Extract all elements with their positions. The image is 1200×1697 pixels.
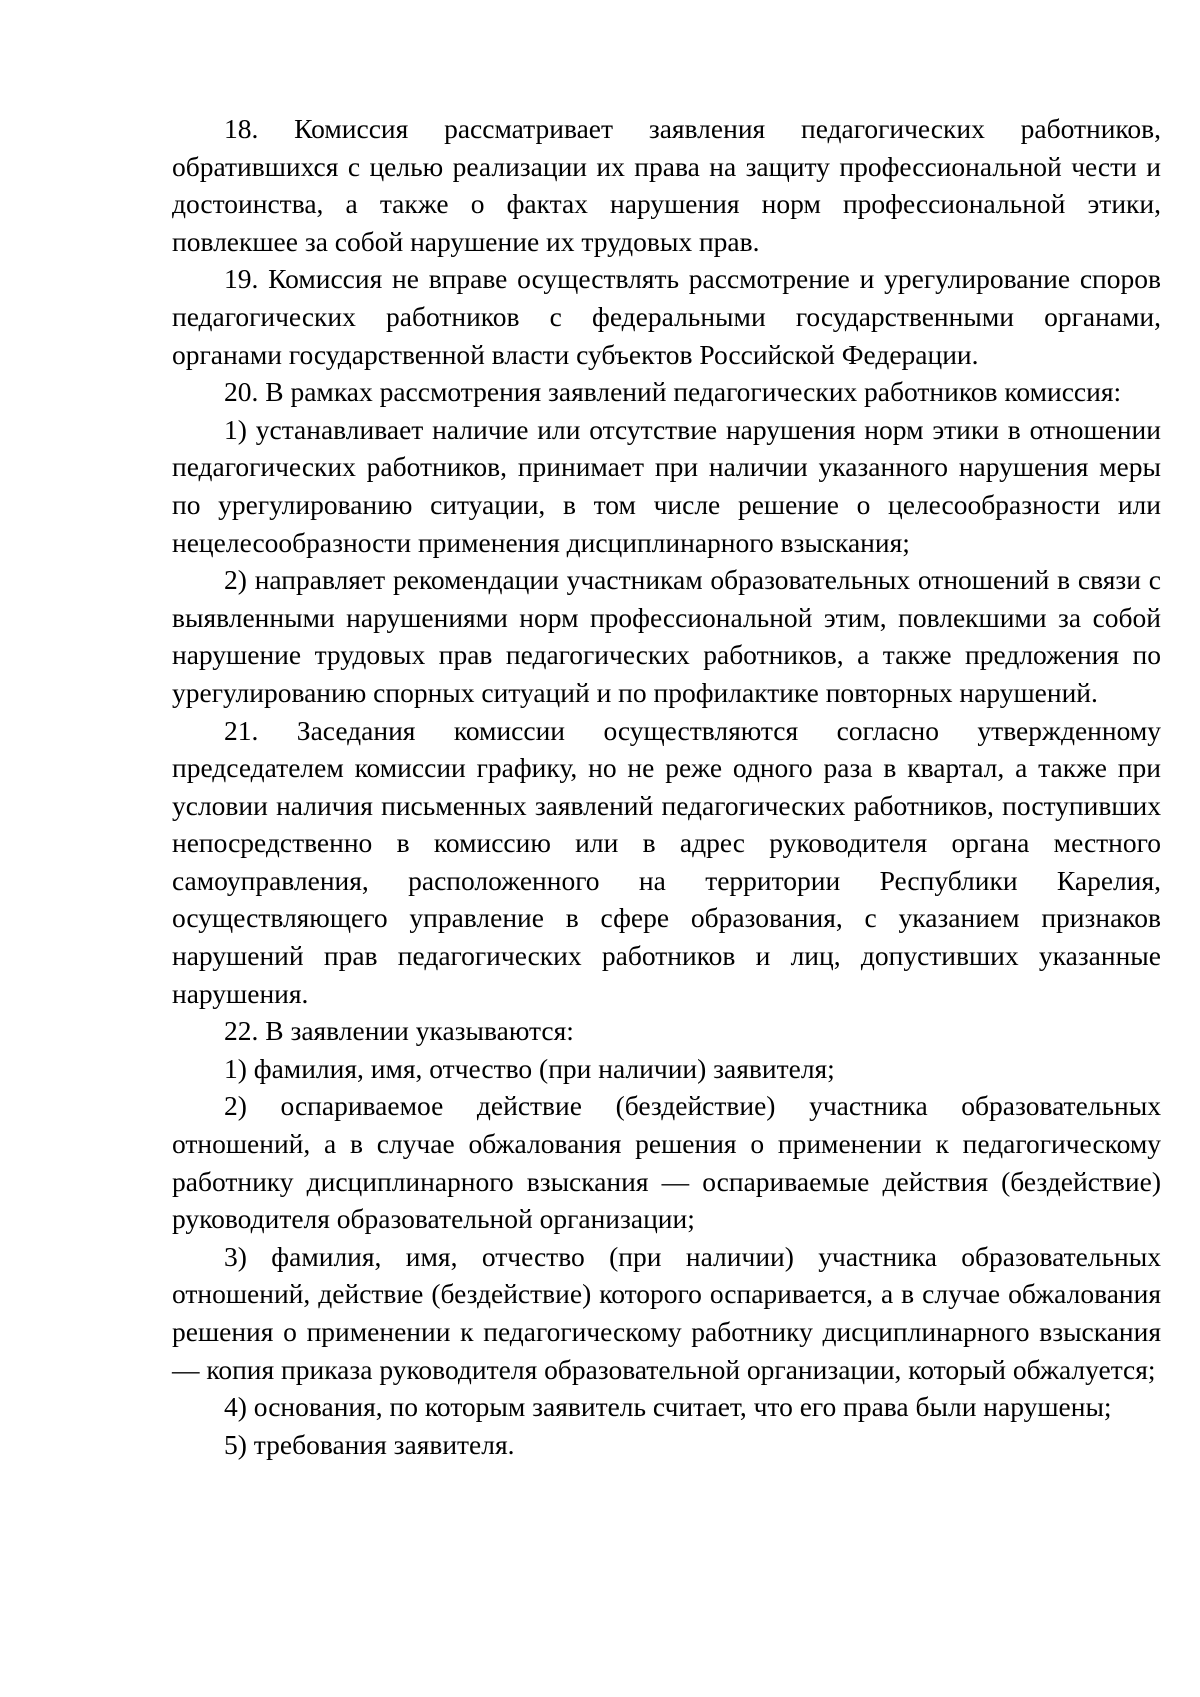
- paragraph-19: 19. Комиссия не вправе осуществлять рассмотрение и урегулирование споров педагогических работников с федеральными государственными органами, органами государственной власти субъектов Российской Федерации.: [172, 263, 1161, 370]
- paragraph-22: 22. В заявлении указываются:: [224, 1015, 574, 1047]
- paragraph-22-item-4: 4) основания, по которым заявитель считает, что его права были нарушены;: [224, 1391, 1112, 1423]
- paragraph-20: 20. В рамках рассмотрения заявлений педагогических работников комиссия:: [224, 376, 1122, 408]
- paragraph-22-item-5: 5) требования заявителя.: [224, 1428, 515, 1460]
- paragraph-22-item-3: 3) фамилия, имя, отчество (при наличии) участника образовательных отношений, действие (бездействие) которого оспаривается, а в случае обжалования решения о применении к педагогическому работнику дисциплинарного взыскания — копия приказа руководителя образовательной организации, который обжалуется;: [172, 1240, 1161, 1385]
- paragraph-22-item-1: 1) фамилия, имя, отчество (при наличии) заявителя;: [224, 1052, 835, 1084]
- paragraph-21: 21. Заседания комиссии осуществляются согласно утвержденному председателем комиссии графику, но не реже одного раза в квартал, а также при условии наличия письменных заявлений педагогических работников, поступивших непосредственно в комиссию или в адрес руководителя органа местного самоуправления, расположенного на территории Республики Карелия, осуществляющего управление в сфере образования, с указанием признаков нарушений прав педагогических работников и лиц, допустивших указанные нарушения.: [172, 714, 1161, 1009]
- paragraph-18: 18. Комиссия рассматривает заявления педагогических работников, обратившихся с целью реализации их права на защиту профессиональной чести и достоинства, а также о фактах нарушения норм профессиональной этики, повлекшее за собой нарушение их трудовых прав.: [172, 113, 1161, 257]
- paragraph-20-item-1: 1) устанавливает наличие или отсутствие нарушения норм этики в отношении педагогических работников, принимает при наличии указанного нарушения меры по урегулированию ситуации, в том числе решение о целесообразности или нецелесообразности применения дисциплинарного взыскания;: [172, 413, 1161, 558]
- paragraph-20-item-2: 2) направляет рекомендации участникам образовательных отношений в связи с выявленными нарушениями норм профессиональной этим, повлекшими за собой нарушение трудовых прав педагогических работников, а также предложения по урегулированию спорных ситуаций и по профилактике повторных нарушений.: [172, 564, 1161, 708]
- document-body: [172, 110, 1161, 1463]
- paragraph-22-item-2: 2) оспариваемое действие (бездействие) участника образовательных отношений, а в случае обжалования решения о применении к педагогическому работнику дисциплинарного взыскания — оспариваемые действия (бездействие) руководителя образовательной организации;: [172, 1090, 1161, 1235]
